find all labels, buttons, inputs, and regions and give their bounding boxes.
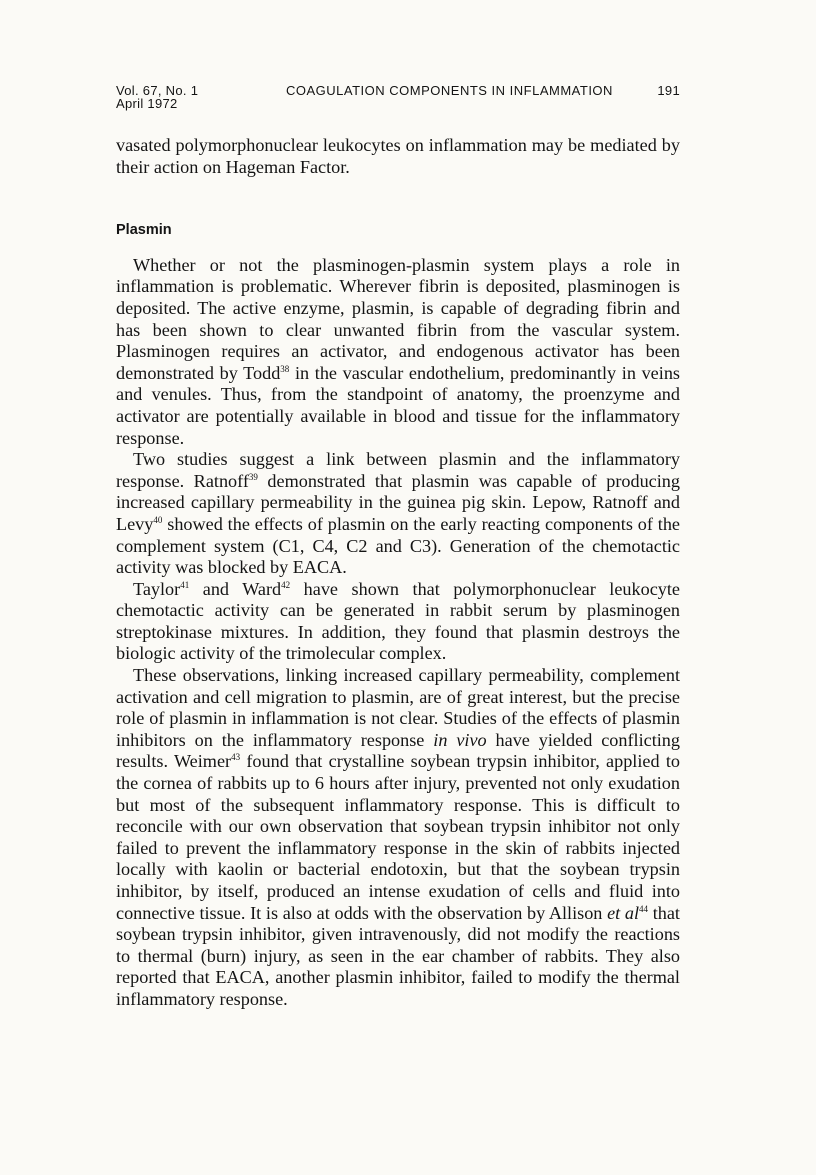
article-body (116, 135, 680, 1011)
continued-text: vasated polymorphonuclear leukocytes on inflammation may be mediated by their action on Hageman Factor. (116, 135, 680, 177)
italic-term: in vivo (433, 729, 487, 750)
citation-ref: 43 (231, 752, 241, 763)
paragraph-3 (116, 579, 680, 665)
paragraph-2 (116, 449, 680, 579)
paragraph-3-text-a: Taylor (133, 578, 181, 599)
paragraph-2-text-b: demonstrated that plasmin was capable of producing increased capillary permeability in the guinea pig skin. Lepow, Ratnoff and Levy (116, 470, 680, 534)
paragraph-2-text-a: Two studies suggest a link between plasmin and the inflammatory response. Ratnoff (116, 449, 680, 491)
citation-ref: 39 (248, 471, 258, 482)
paragraph-3-text-b: and Ward (189, 578, 282, 599)
citation-ref: 40 (153, 514, 163, 525)
paragraph-3-text-c: have shown that polymorphonuclear leukocyte chemotactic activity can be generated in rabbit serum by plasminogen streptokinase mixtures. In addition, they found that plasmin destroys the biologic activity of the trimolecular complex. (116, 578, 680, 664)
paragraph-1-text-b: in the vascular endothelium, predominantly in veins and venules. Thus, from the standpoint of anatomy, the proenzyme and activator are potentially available in blood and tissue for the inflammatory response. (116, 362, 680, 448)
volume-number: Vol. 67, No. 1 (116, 83, 199, 98)
citation-ref: 38 (280, 363, 290, 374)
citation-ref: 44 (639, 903, 649, 914)
paragraph-1-text-a: Whether or not the plasminogen-plasmin system plays a role in inflammation is problematic. Wherever fibrin is deposited, plasminogen is deposited. The active enzyme, plasmin, is capable of degrading fibrin and has been shown to clear unwanted fibrin from the vascular system. Plasminogen requires an activator, and endogenous activator has been demonstrated by Todd (116, 254, 680, 383)
continued-paragraph (116, 135, 680, 178)
italic-term: et al (607, 902, 640, 923)
paragraph-4-text-c: found that crystalline soybean trypsin inhibitor, applied to the cornea of rabbits up to 6 hours after injury, prevented not only exudation but most of the subsequent inflammatory response. This is difficult to reconcile with our own observation that soybean trypsin inhibitor not only failed to prevent the inflammatory response in the skin of rabbits injected locally with kaolin or bacterial endotoxin, but that the soybean trypsin inhibitor, by itself, produced an intense exudation of cells and fluid into connective tissue. It is also at odds with the observation by Allison (116, 751, 680, 923)
running-title: COAGULATION COMPONENTS IN INFLAMMATION (286, 83, 613, 98)
issue-date: April 1972 (116, 96, 178, 111)
section-heading: Plasmin (116, 222, 172, 239)
paragraph-1 (116, 255, 680, 449)
citation-ref: 42 (281, 579, 291, 590)
paragraph-4-text-a: These observations, linking increased capillary permeability, complement activation and cell migration to plasmin, are of great interest, but the precise role of plasmin in inflammation is not clear. Studies of the effects of plasmin inhibitors on the inflammatory response (116, 665, 680, 750)
paragraph-4-text-d: that soybean trypsin inhibitor, given intravenously, did not modify the reactions to thermal (burn) injury, as seen in the ear chamber of rabbits. They also reported that EACA, another plasmin inhibitor, failed to modify the thermal inflammatory response. (116, 902, 680, 1009)
paragraph-2-text-c: showed the effects of plasmin on the early reacting components of the complement system (C1, C4, C2 and C3). Generation of the chemotactic activity was blocked by EACA. (116, 513, 680, 578)
citation-ref: 41 (180, 579, 190, 590)
page-number: 191 (657, 83, 680, 98)
paragraph-4-text-b: have yielded conflicting results. Weimer (116, 729, 680, 772)
paragraph-4 (116, 665, 680, 1011)
